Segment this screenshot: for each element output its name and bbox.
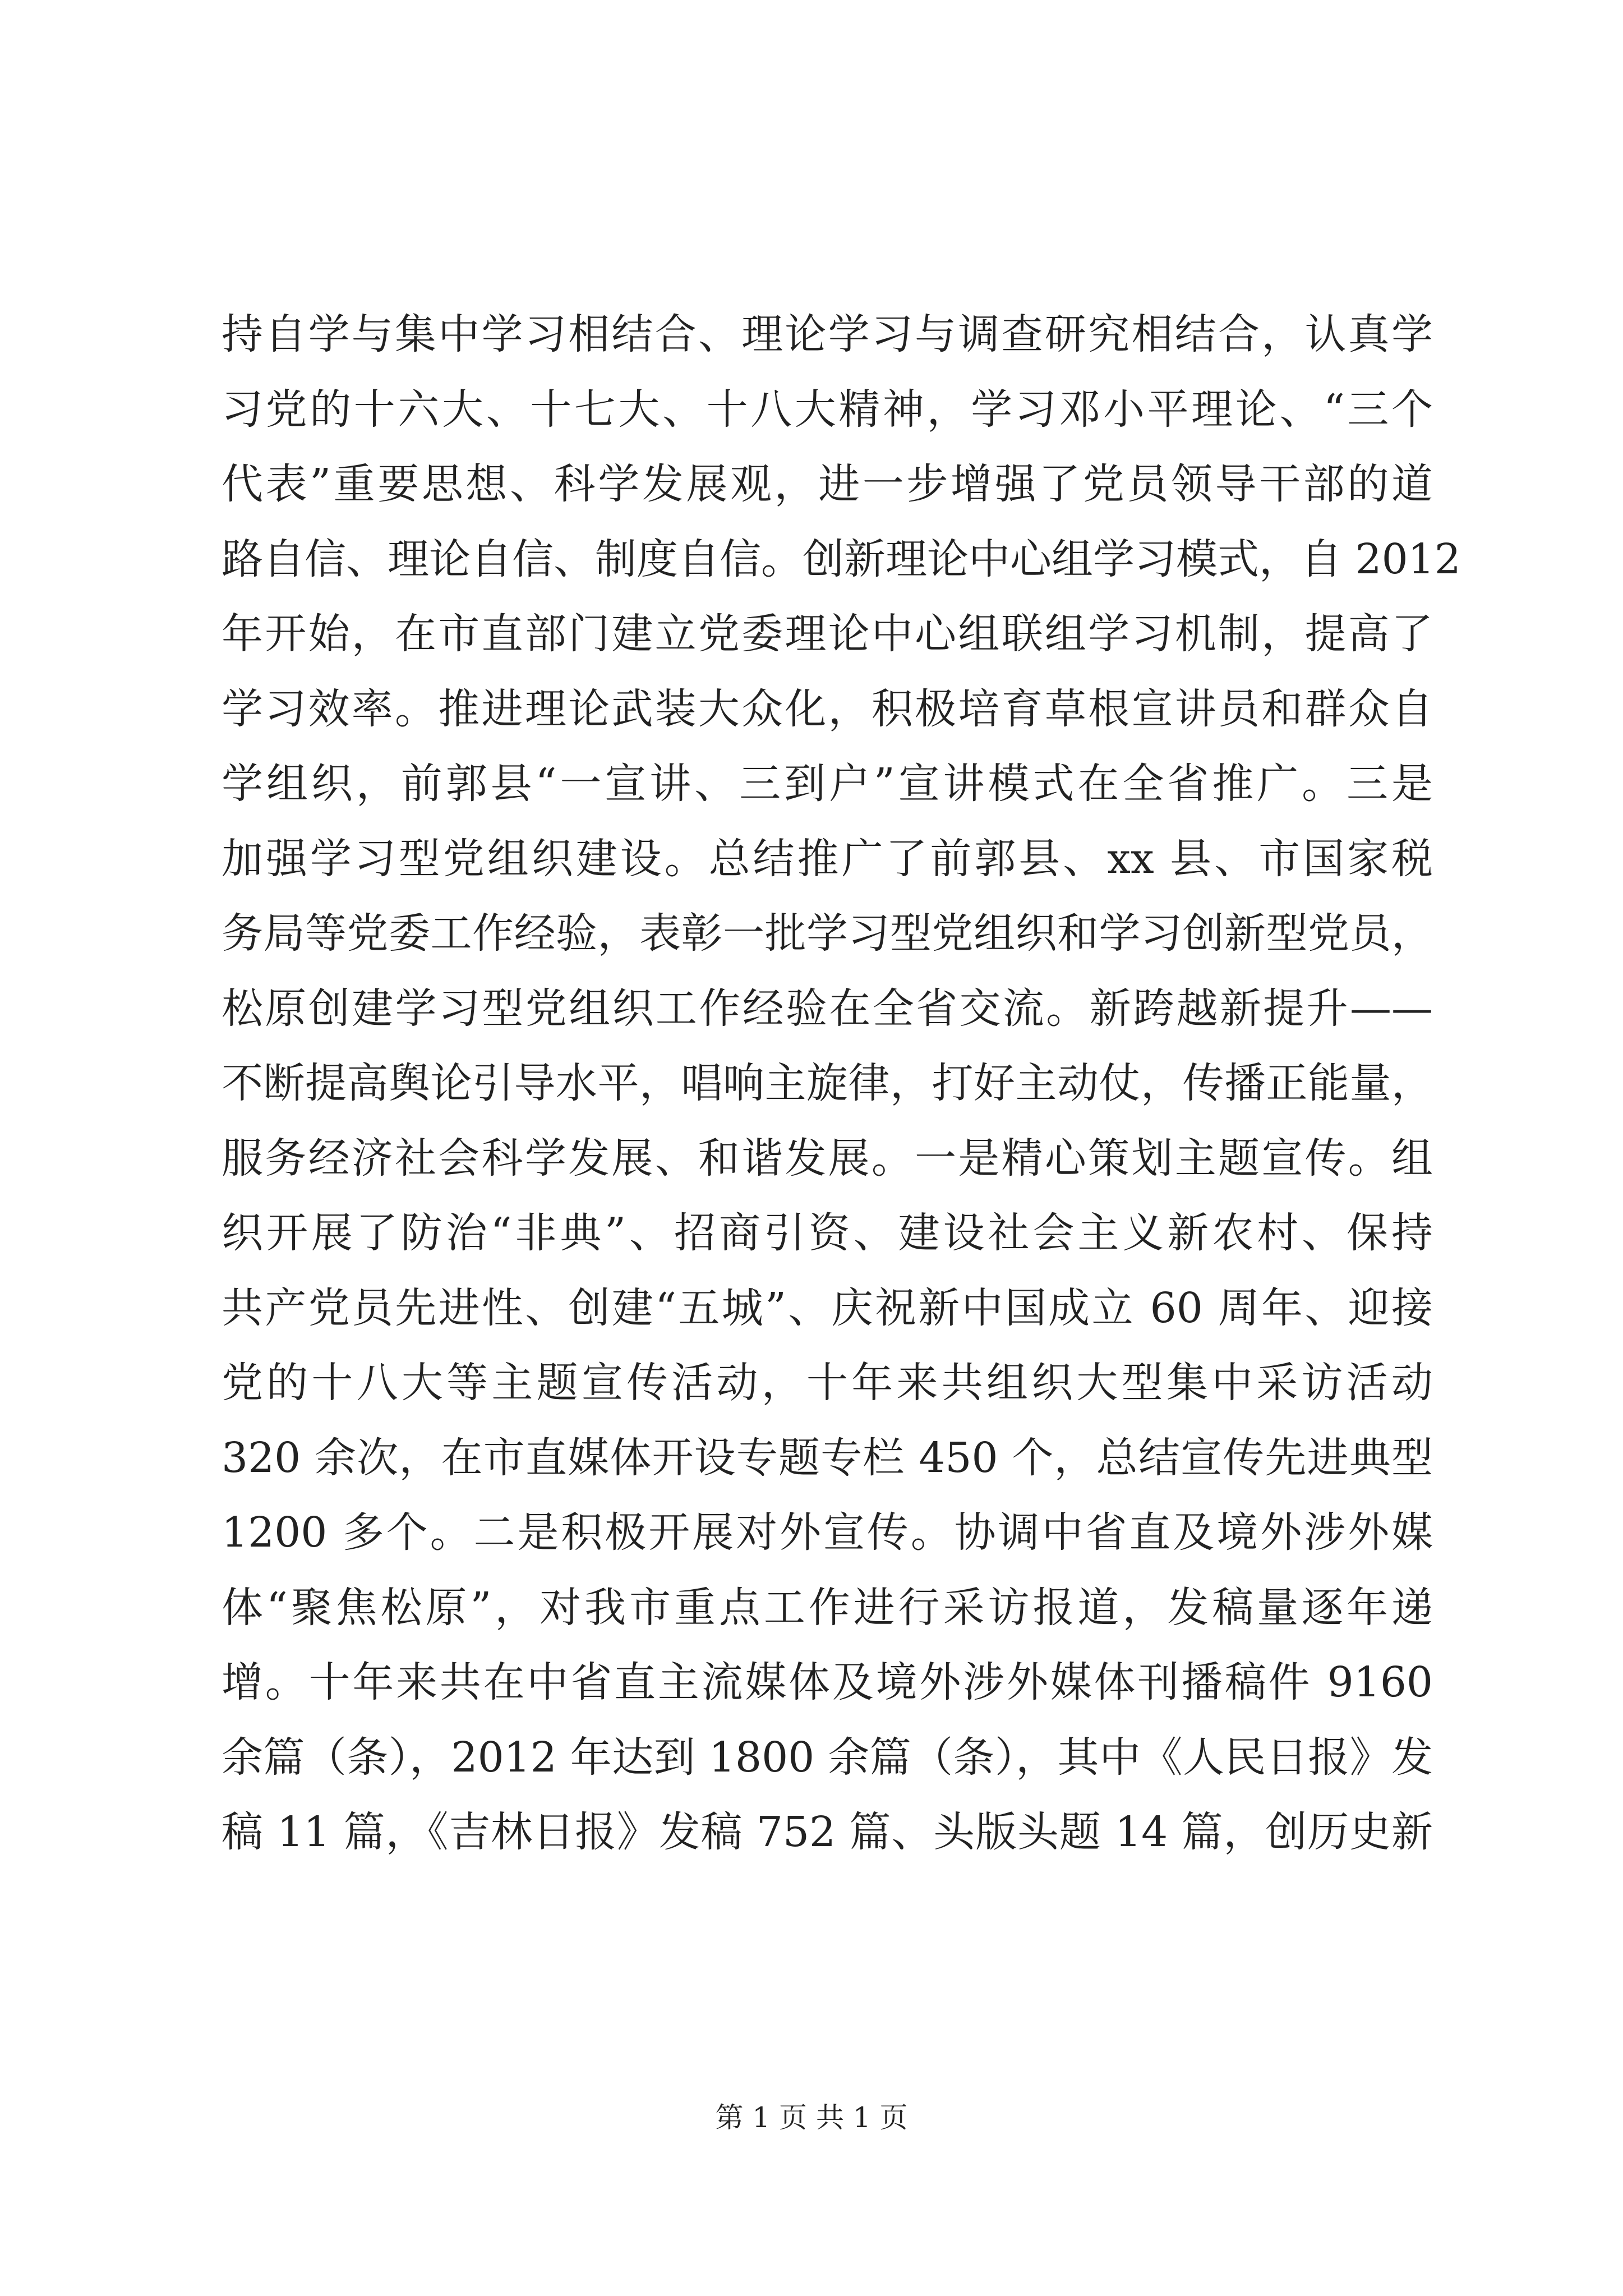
page-footer: 第 1 页 共 1 页	[715, 2101, 908, 2134]
text-line: 余篇（条），2012 年达到 1800 余篇（条），其中《人民日报》发	[222, 1733, 1433, 1782]
text-line: 不断提高舆论引导水平，唱响主旋律，打好主动仗，传播正能量，	[222, 1059, 1433, 1107]
text-line: 320 余次，在市直媒体开设专题专栏 450 个，总结宣传先进典型	[222, 1433, 1433, 1482]
text-line: 体“聚焦松原”，对我市重点工作进行采访报道，发稿量逐年递	[222, 1583, 1433, 1632]
text-line: 加强学习型党组织建设。总结推广了前郭县、xx 县、市国家税	[222, 834, 1433, 883]
text-line: 路自信、理论自信、制度自信。创新理论中心组学习模式，自 2012	[222, 535, 1461, 583]
text-line: 织开展了防治“非典”、招商引资、建设社会主义新农村、保持	[222, 1209, 1433, 1257]
body-text	[222, 297, 1461, 1870]
text-line: 学习效率。推进理论武装大众化，积极培育草根宣讲员和群众自	[222, 684, 1433, 733]
text-line: 代表”重要思想、科学发展观，进一步增强了党员领导干部的道	[222, 460, 1433, 508]
text-line: 务局等党委工作经验，表彰一批学习型党组织和学习创新型党员，	[222, 909, 1433, 958]
text-line: 持自学与集中学习相结合、理论学习与调查研究相结合，认真学	[222, 310, 1433, 358]
text-line: 学组织，前郭县“一宣讲、三到户”宣讲模式在全省推广。三是	[222, 760, 1433, 808]
text-line: 服务经济社会科学发展、和谐发展。一是精心策划主题宣传。组	[222, 1134, 1433, 1182]
text-line: 共产党员先进性、创建“五城”、庆祝新中国成立 60 周年、迎接	[222, 1283, 1433, 1332]
text-line: 稿 11 篇，《吉林日报》发稿 752 篇、头版头题 14 篇，创历史新	[222, 1808, 1433, 1856]
text-line: 1200 多个。二是积极开展对外宣传。协调中省直及境外涉外媒	[222, 1508, 1433, 1557]
text-line: 习党的十六大、十七大、十八大精神，学习邓小平理论、“三个	[222, 385, 1433, 434]
text-line: 党的十八大等主题宣传活动，十年来共组织大型集中采访活动	[222, 1359, 1433, 1407]
text-line: 增。十年来共在中省直主流媒体及境外涉外媒体刊播稿件 9160	[222, 1658, 1433, 1706]
text-line: 松原创建学习型党组织工作经验在全省交流。新跨越新提升——	[222, 984, 1433, 1033]
text-line: 年开始，在市直部门建立党委理论中心组联组学习机制，提高了	[222, 610, 1433, 658]
